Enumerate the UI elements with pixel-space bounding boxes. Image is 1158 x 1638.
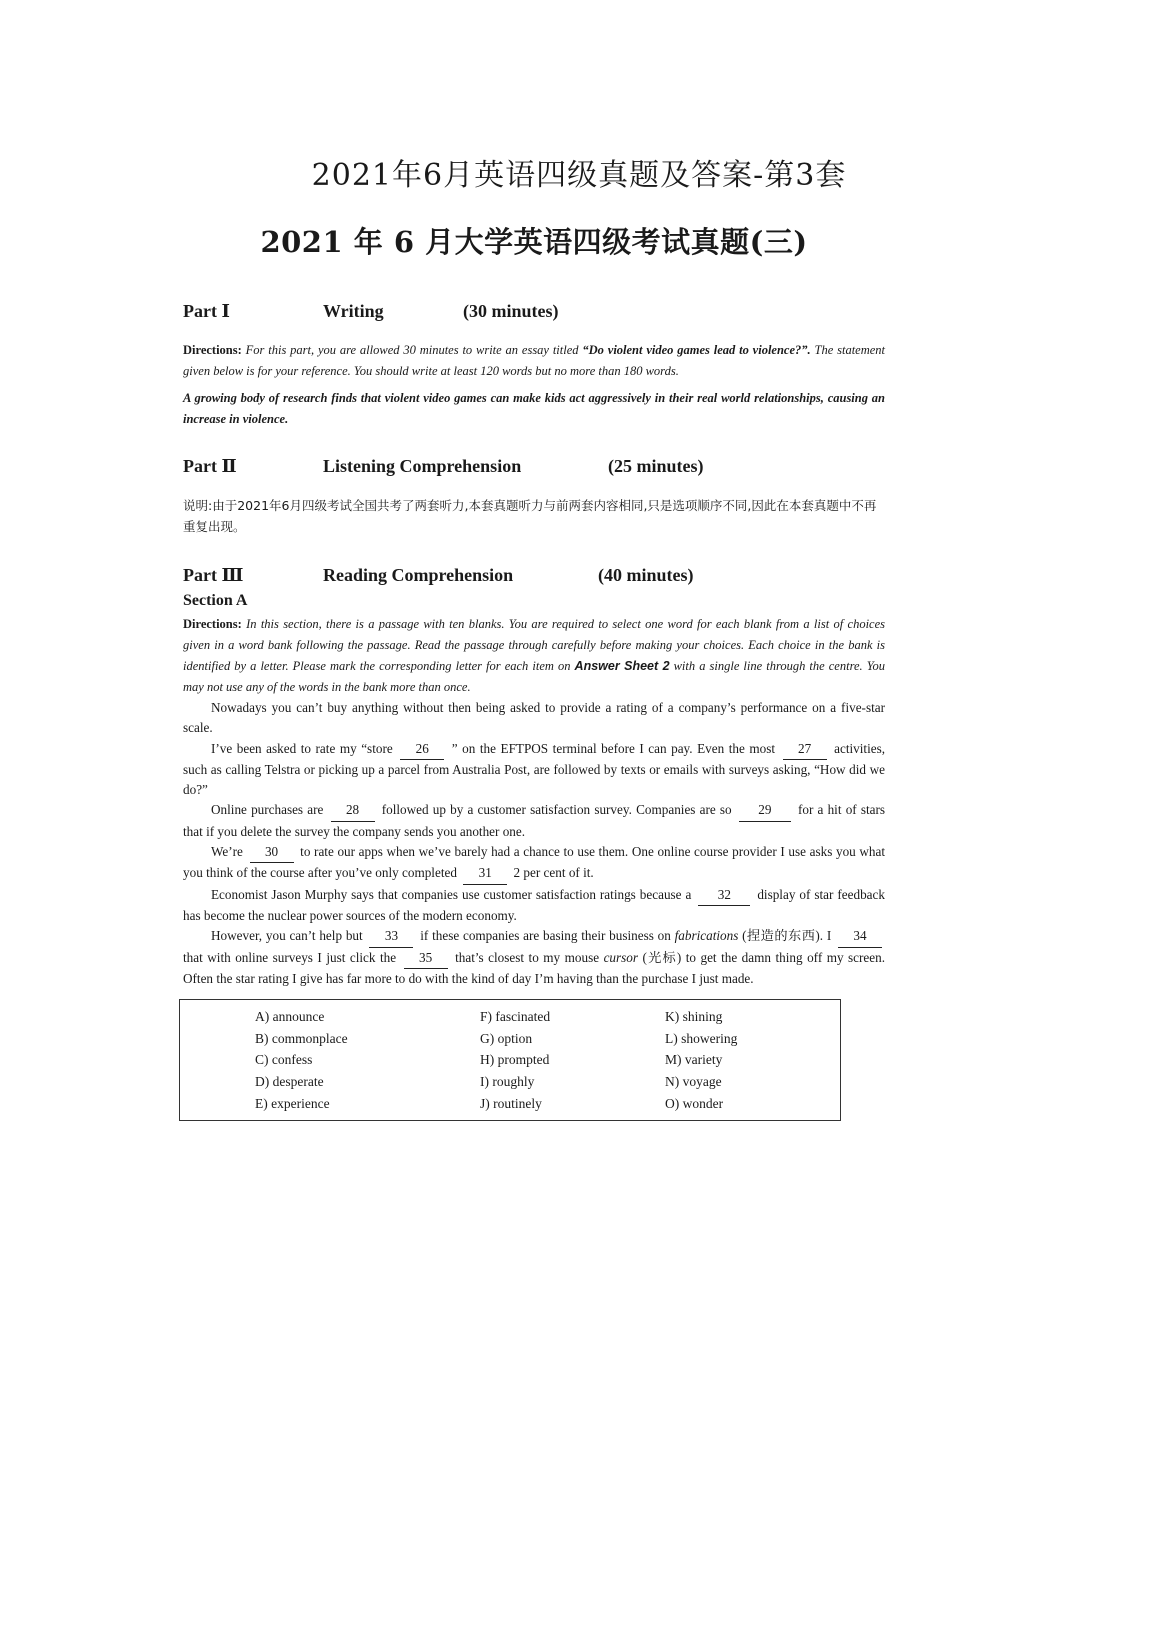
word-bank-item: E) experience bbox=[255, 1095, 330, 1111]
blank-35: 35 bbox=[404, 948, 448, 969]
part1-directions-text-2: The statement given below is for your reference. You should write at least 120 words but no more than 180 words. bbox=[183, 343, 886, 378]
exam-title: 2021 年 6 月大学英语四级考试真题(三) bbox=[260, 225, 808, 259]
word-bank-item: B) commonplace bbox=[255, 1030, 348, 1046]
passage-text-italic: fabrications bbox=[674, 928, 739, 944]
essay-title: “Do violent video games lead to violence?”. bbox=[582, 343, 811, 357]
passage-text: I’ve been asked to rate my “store bbox=[211, 740, 393, 756]
word-bank-item: L) showering bbox=[665, 1030, 738, 1046]
passage-text: (光标) to get the damn thing off my screen. Often the star rating I give has far more to do with the kind of day I’m having than the purchase I just made. bbox=[183, 949, 886, 986]
blank-27: 27 bbox=[783, 739, 827, 760]
word-bank-column-1 bbox=[180, 1006, 480, 1114]
word-bank-item: K) shining bbox=[665, 1009, 723, 1025]
passage-paragraph-3 bbox=[183, 800, 885, 842]
blank-34: 34 bbox=[838, 926, 882, 947]
word-bank-column-3 bbox=[665, 1006, 840, 1114]
part3-heading bbox=[183, 565, 885, 586]
part1-directions-label: Directions: bbox=[183, 343, 242, 357]
passage-text: However, you can’t help but bbox=[211, 928, 363, 944]
passage-paragraph-4 bbox=[183, 842, 885, 885]
word-bank-item: N) voyage bbox=[665, 1073, 722, 1089]
part1-number: Part Ⅰ bbox=[183, 301, 230, 321]
passage-text: 2 per cent of it. bbox=[513, 865, 594, 881]
part3-directions-label: Directions: bbox=[183, 617, 242, 631]
part2-heading bbox=[183, 456, 885, 477]
word-bank-item: A) announce bbox=[255, 1009, 325, 1025]
scanned-exam-page bbox=[183, 212, 885, 1121]
part2-number: Part Ⅱ bbox=[183, 456, 237, 476]
passage-paragraph-6 bbox=[183, 926, 885, 989]
part3-directions-text-2: with a single line through the centre. You may not use any of the words in the bank more than once. bbox=[183, 659, 886, 694]
blank-32: 32 bbox=[698, 885, 750, 906]
blank-30: 30 bbox=[250, 842, 294, 863]
part1-name: Writing bbox=[323, 301, 384, 321]
part3-directions bbox=[183, 614, 885, 698]
word-bank-item: J) routinely bbox=[480, 1095, 542, 1111]
passage-text: We’re bbox=[211, 844, 243, 860]
passage-paragraph-5 bbox=[183, 885, 885, 927]
passage-text: display of star feedback has become the nuclear power sources of the modern economy. bbox=[183, 886, 885, 923]
blank-28: 28 bbox=[331, 800, 375, 821]
part1-directions bbox=[183, 340, 885, 382]
part1-directions-text: For this part, you are allowed 30 minutes to write an essay titled bbox=[245, 343, 579, 357]
part3-name: Reading Comprehension bbox=[323, 565, 514, 585]
word-bank-item: G) option bbox=[480, 1030, 533, 1046]
listening-note: 说明:由于2021年6月四级考试全国共考了两套听力,本套真题听力与前两套内容相同,只是选项顺序不同,因此在本套真题中不再重复出现。 bbox=[183, 498, 877, 534]
word-bank-item: C) confess bbox=[255, 1052, 313, 1068]
part3-time: (40 minutes) bbox=[598, 565, 694, 585]
passage-text: that with online surveys I just click the bbox=[183, 949, 397, 965]
passage-text: ” on the EFTPOS terminal before I can pay. Even the most bbox=[451, 740, 776, 756]
passage-text: to rate our apps when we’ve barely had a chance to use them. One online course provider I use asks you what you think of the course after you’ve only completed bbox=[183, 844, 886, 881]
blank-31: 31 bbox=[463, 863, 507, 884]
blank-33: 33 bbox=[369, 926, 413, 947]
answer-sheet-label: Answer Sheet 2 bbox=[574, 659, 670, 673]
word-bank-item: O) wonder bbox=[665, 1095, 724, 1111]
reference-statement: A growing body of research finds that violent video games can make kids act aggressively in their real world relationships, causing an increase in violence. bbox=[183, 391, 885, 426]
passage-paragraph-1: Nowadays you can’t buy anything without then being asked to provide a rating of a company’s performance on a five-star scale. bbox=[183, 700, 885, 736]
word-bank-column-2 bbox=[480, 1006, 665, 1114]
passage-text: if these companies are basing their business on bbox=[420, 928, 671, 944]
word-bank-item: M) variety bbox=[665, 1052, 723, 1068]
part3-number: Part Ⅲ bbox=[183, 565, 244, 585]
passage-text: Economist Jason Murphy says that companies use customer satisfaction ratings because a bbox=[211, 886, 692, 902]
part1-heading bbox=[183, 301, 885, 322]
word-bank-item: D) desperate bbox=[255, 1073, 324, 1089]
passage-paragraph-2 bbox=[183, 739, 885, 801]
part2-time: (25 minutes) bbox=[608, 456, 704, 476]
section-a-label: Section A bbox=[183, 592, 248, 609]
passage-text: that’s closest to my mouse bbox=[455, 949, 600, 965]
passage-text: followed up by a customer satisfaction survey. Companies are so bbox=[381, 802, 732, 818]
blank-29: 29 bbox=[739, 800, 791, 821]
part2-name: Listening Comprehension bbox=[323, 456, 522, 476]
passage-text: (捏造的东西). I bbox=[742, 928, 832, 944]
passage-text-italic: cursor bbox=[603, 949, 638, 965]
word-bank-item: H) prompted bbox=[480, 1052, 550, 1068]
blank-26: 26 bbox=[400, 739, 444, 760]
word-bank-item: F) fascinated bbox=[480, 1009, 551, 1025]
passage-text: for a hit of stars that if you delete the survey the company sends you another one. bbox=[183, 802, 886, 839]
word-bank bbox=[179, 999, 841, 1121]
word-bank-item: I) roughly bbox=[480, 1073, 535, 1089]
part1-time: (30 minutes) bbox=[463, 301, 559, 321]
passage-text: activities, such as calling Telstra or picking up a parcel from Australia Post, are followed by texts or emails with surveys asking, “How did we do?” bbox=[183, 740, 886, 798]
part3-directions-text: In this section, there is a passage with ten blanks. You are required to select one word for each blank from a list of choices given in a word bank following the passage. Read the passage through carefully before making your choices. Each choice in the bank is identified by a letter. Please mark the corresponding letter for each item on bbox=[183, 617, 885, 673]
document-title: 2021年6月英语四级真题及答案-第3套 bbox=[311, 158, 847, 193]
passage-text: Online purchases are bbox=[211, 802, 324, 818]
